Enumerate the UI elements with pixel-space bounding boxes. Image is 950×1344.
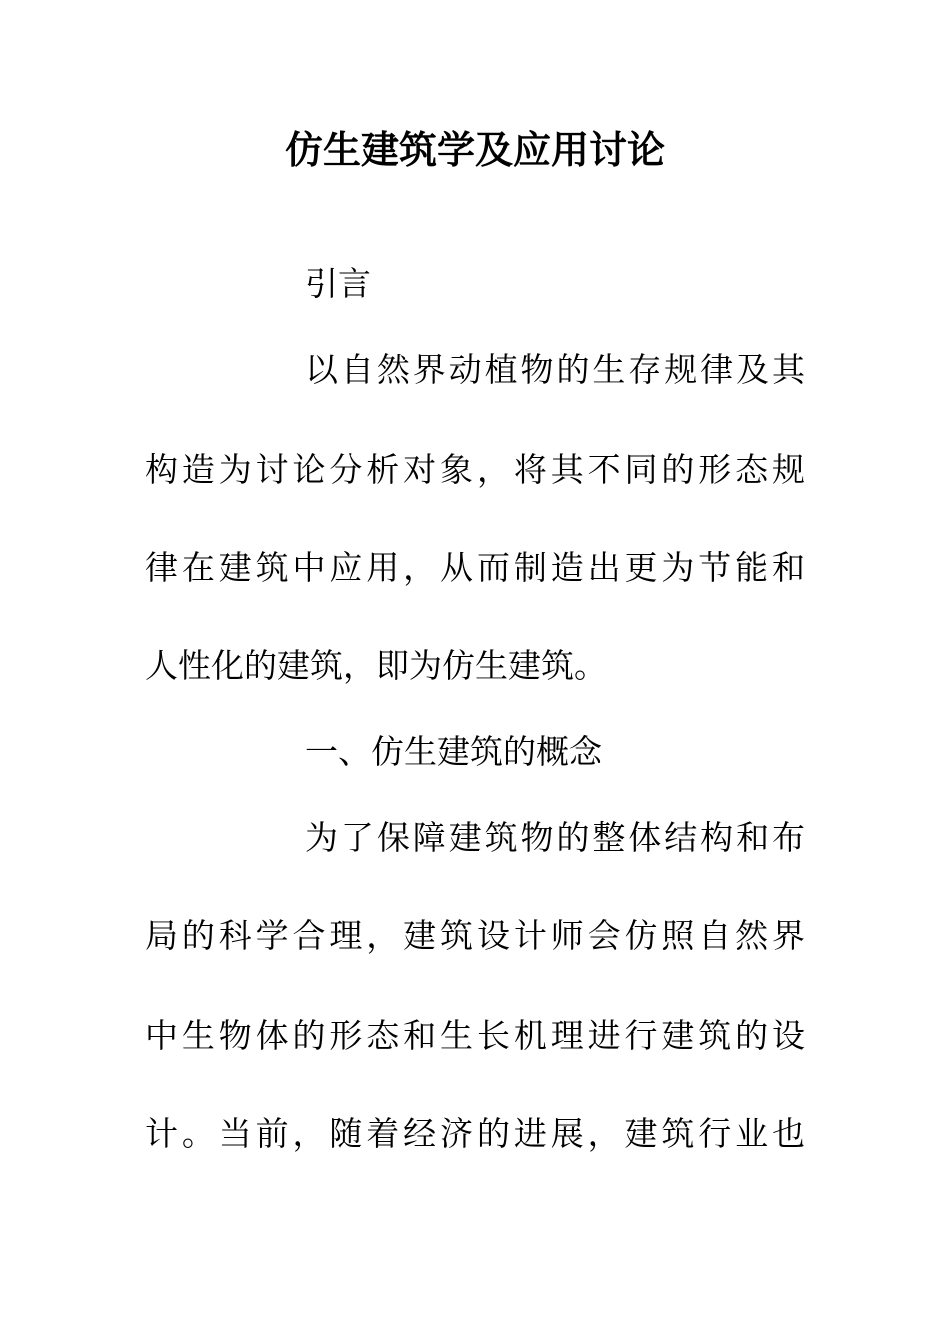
- paragraph-line: 中生物体的形态和生长机理进行建筑的设: [145, 1016, 805, 1055]
- section-heading-concept: 一、仿生建筑的概念: [305, 732, 602, 771]
- paragraph-line: 计。当前，随着经济的进展，建筑行业也: [145, 1114, 805, 1153]
- paragraph-line: 为了保障建筑物的整体结构和布: [305, 818, 805, 857]
- paragraph-line: 构造为讨论分析对象，将其不同的形态规: [145, 450, 805, 489]
- paragraph-line: 局的科学合理，建筑设计师会仿照自然界: [145, 916, 805, 955]
- document-title: 仿生建筑学及应用讨论: [284, 127, 665, 172]
- section-heading-intro: 引言: [305, 264, 371, 303]
- paragraph-line: 律在建筑中应用，从而制造出更为节能和: [145, 548, 805, 587]
- paragraph-line: 人性化的建筑，即为仿生建筑。: [145, 646, 607, 685]
- paragraph-line: 以自然界动植物的生存规律及其: [305, 350, 805, 389]
